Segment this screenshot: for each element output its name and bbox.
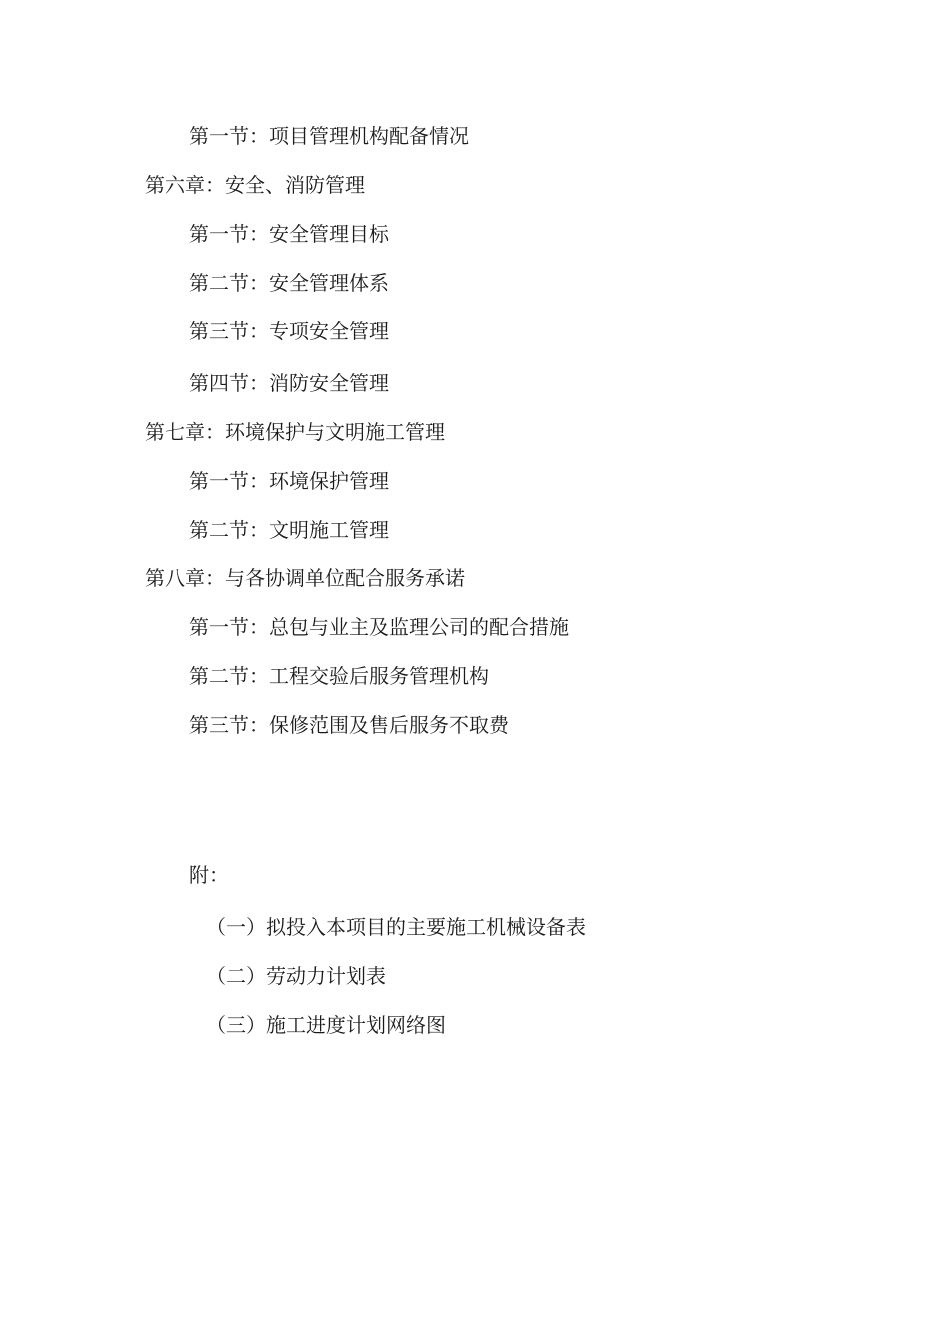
toc-section: 第一节：项目管理机构配备情况 [189,124,469,148]
toc-chapter: 第八章：与各协调单位配合服务承诺 [145,566,465,590]
toc-section: 第二节：文明施工管理 [189,518,389,542]
toc-section: 第一节：安全管理目标 [189,222,389,246]
toc-section: 第四节：消防安全管理 [189,371,389,395]
toc-section: 第一节：环境保护管理 [189,469,389,493]
toc-section: 第一节：总包与业主及监理公司的配合措施 [189,615,569,639]
appendix-item: （二）劳动力计划表 [206,964,386,988]
appendix-heading: 附： [189,863,229,887]
appendix-item: （三）施工进度计划网络图 [206,1013,446,1037]
toc-section: 第二节：工程交验后服务管理机构 [189,664,489,688]
appendix-item: （一）拟投入本项目的主要施工机械设备表 [206,915,586,939]
toc-chapter: 第七章：环境保护与文明施工管理 [145,420,445,444]
toc-section: 第三节：专项安全管理 [189,319,389,343]
toc-section: 第二节：安全管理体系 [189,271,389,295]
toc-chapter: 第六章：安全、消防管理 [145,173,365,197]
toc-section: 第三节：保修范围及售后服务不取费 [189,713,509,737]
